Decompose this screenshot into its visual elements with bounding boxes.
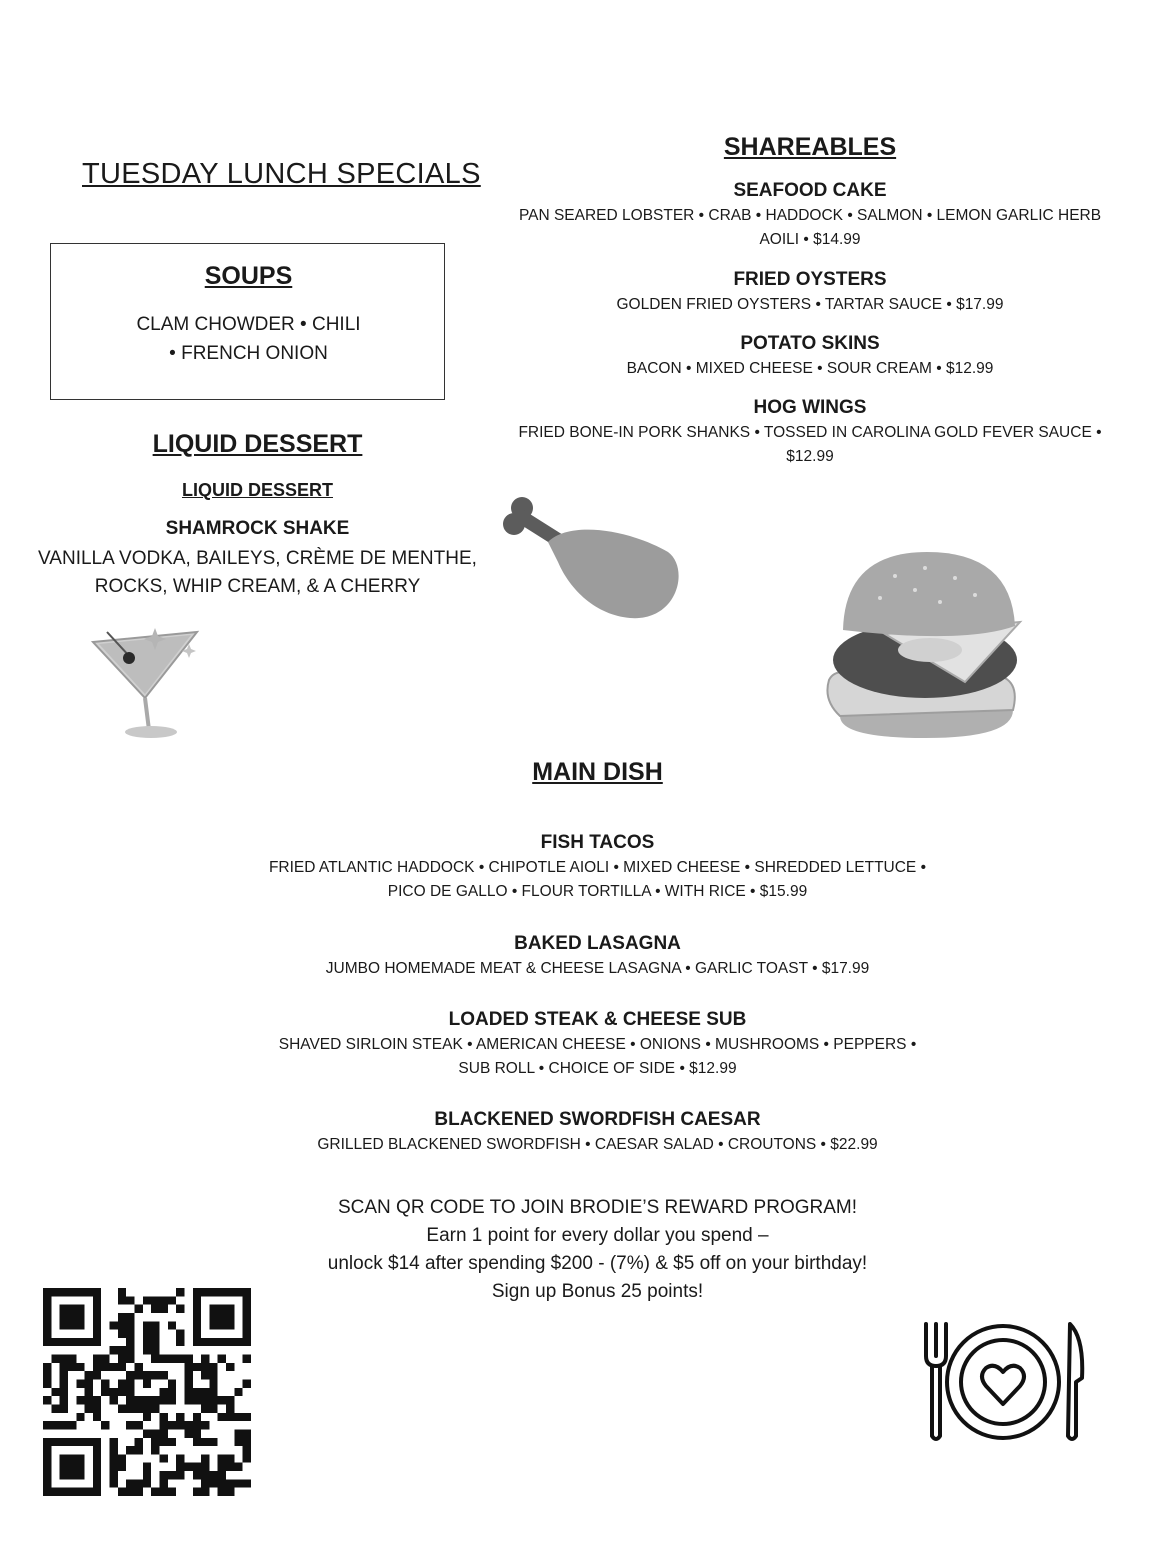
main-dish-item-desc-line-1: SHAVED SIRLOIN STEAK • AMERICAN CHEESE • ONIONS • MUSHROOMS • PEPPERS •: [278, 1036, 917, 1053]
soups-box: [50, 243, 445, 400]
qr-code-icon[interactable]: [43, 1288, 251, 1496]
shareable-item-desc-line-2: AOILI • $14.99: [759, 231, 861, 248]
reward-program-promo: [200, 1194, 995, 1306]
shareable-item: [505, 397, 1115, 469]
main-dish-item-desc-line-1: GRILLED BLACKENED SWORDFISH • CAESAR SALAD • CROUTONS • $22.99: [317, 1136, 878, 1153]
main-dish-item: [200, 1109, 995, 1157]
shareable-item: [505, 333, 1115, 381]
promo-line-1: SCAN QR CODE TO JOIN BRODIE’S REWARD PROGRAM!: [337, 1197, 858, 1218]
liquid-dessert-subheading: LIQUID DESSERT: [181, 480, 333, 500]
shareable-item-desc-line-1: BACON • MIXED CHEESE • SOUR CREAM • $12.99: [626, 360, 994, 377]
shareables-heading: SHAREABLES: [723, 133, 897, 161]
shareable-item-name: HOG WINGS: [753, 397, 867, 418]
hamburger-icon: [815, 540, 1030, 745]
main-dish-heading: MAIN DISH: [532, 758, 663, 786]
soups-heading: SOUPS: [204, 262, 293, 290]
main-dish-item-desc-line-2: SUB ROLL • CHOICE OF SIDE • $12.99: [458, 1060, 737, 1077]
shake-desc-line-2: ROCKS, WHIP CREAM, & A CHERRY: [94, 576, 421, 597]
soups-list-line-1: CLAM CHOWDER • CHILI: [136, 314, 361, 335]
promo-line-3: unlock $14 after spending $200 - (7%) & $5 off on your birthday!: [327, 1253, 868, 1274]
soups-list-line-2: • FRENCH ONION: [169, 343, 328, 364]
plate-fork-knife-heart-icon: [920, 1320, 1088, 1445]
main-dish-item-name: BLACKENED SWORDFISH CAESAR: [434, 1109, 761, 1130]
shareable-item-desc-line-1: FRIED BONE-IN PORK SHANKS • TOSSED IN CAROLINA GOLD FEVER SAUCE •: [518, 424, 1102, 441]
shake-desc-line-1: VANILLA VODKA, BAILEYS, CRÈME DE MENTHE,: [38, 548, 477, 569]
shareable-item-name: SEAFOOD CAKE: [733, 180, 887, 201]
shamrock-shake-description: [20, 545, 495, 601]
main-dish-item: [200, 1009, 995, 1081]
martini-glass-icon: [85, 620, 215, 745]
main-dish-item-name: BAKED LASAGNA: [514, 933, 681, 954]
main-dish-item: [200, 832, 995, 904]
main-dish-item-name: FISH TACOS: [540, 832, 655, 853]
chicken-drumstick-icon: [500, 490, 690, 630]
main-dish-item-desc-line-1: JUMBO HOMEMADE MEAT & CHEESE LASAGNA • GARLIC TOAST • $17.99: [325, 960, 870, 977]
main-dish-item-desc-line-2: PICO DE GALLO • FLOUR TORTILLA • WITH RICE • $15.99: [387, 883, 808, 900]
main-dish-item: [200, 933, 995, 981]
shareable-item-desc-line-1: GOLDEN FRIED OYSTERS • TARTAR SAUCE • $17.99: [616, 296, 1004, 313]
liquid-dessert-heading: LIQUID DESSERT: [152, 430, 363, 458]
promo-line-4: Sign up Bonus 25 points!: [491, 1281, 704, 1302]
page-title: TUESDAY LUNCH SPECIALS: [82, 158, 481, 190]
shareable-item-name: POTATO SKINS: [740, 333, 880, 354]
main-dish-item-desc-line-1: FRIED ATLANTIC HADDOCK • CHIPOTLE AIOLI • MIXED CHEESE • SHREDDED LETTUCE •: [268, 859, 927, 876]
shareable-item-desc-line-1: PAN SEARED LOBSTER • CRAB • HADDOCK • SALMON • LEMON GARLIC HERB: [518, 207, 1102, 224]
shareable-item-desc-line-2: $12.99: [786, 448, 834, 465]
main-dish-item-name: LOADED STEAK & CHEESE SUB: [448, 1009, 747, 1030]
shareable-item: [505, 269, 1115, 317]
shamrock-shake-name: SHAMROCK SHAKE: [165, 518, 350, 539]
promo-line-2: Earn 1 point for every dollar you spend –: [426, 1225, 769, 1246]
shareable-item-name: FRIED OYSTERS: [733, 269, 887, 290]
shareable-item: [505, 180, 1115, 252]
